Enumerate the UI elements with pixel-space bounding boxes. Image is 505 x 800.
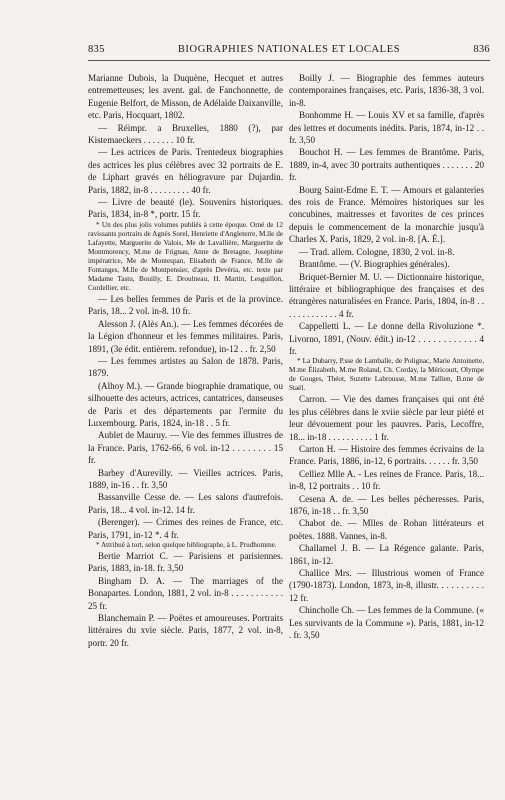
bibliography-entry: Chincholle Ch. — Les femmes de la Commune. (« Les survivants de la Commune »). Paris, 1881, in-12 . fr. 3,50 bbox=[289, 605, 484, 641]
bibliography-entry: — Livre de beauté (le). Souvenirs historiques. Paris, 1834, in-8 *, portr. 15 fr. bbox=[88, 197, 283, 220]
bibliography-entry: Bourg Saint-Edme E. T. — Amours et galanteries des rois de France. Mémoires historiques sur les concubines, maitresses et favorites de ces princes depuis le commencement de la monarchie jusqu'à Charles X. Paris, 1829, 2 vol. in-8. [A. É.]. bbox=[289, 184, 484, 245]
bibliography-entry: Blanchemain P. — Poëtes et amoureuses. Portraits littéraires du xvie siècle. Paris, 1877, 2 vol. in-8, portr. 20 fr. bbox=[88, 613, 283, 648]
header-rule bbox=[88, 60, 490, 61]
bibliography-entry: Alesson J. (Alès An.). — Les femmes décorées de la Légion d'honneur et les femmes militaires. Paris, 1891, (3e édit. entièrem. refondue), in-12 . . fr. 2,50 bbox=[88, 318, 283, 354]
right-column bbox=[289, 72, 484, 641]
footnote: * Un des plus jolis volumes publiés à cette époque. Orné de 12 ravissants portraits de Agnès Sorel, Henriette d'Angleterre, M.lle de Lafayette, Marguerite de Valois, Me de Lavallière, Marguerite de Montmorency, M.me de Frignau, Anne de Bretagne, Josephine impératrice, Me de Montespan, Elisabeth de France, M.lle de Fontanges, M.lle de Montpensier, d'après Devéria, etc. texte par Madame Tastu, Bouilly, E. Droulneau, H. Martin, Lesguillon, Cordellier, etc. bbox=[88, 220, 283, 292]
bibliography-entry: Bertie Marriot C. — Parisiens et parisiennes. Paris, 1883, in-18. fr. 3,50 bbox=[88, 551, 283, 574]
bibliography-entry: Carron. — Vie des dames françaises qui ont été les plus célèbres dans le xviie siècle par leur piété et leur dévouement pour les pauvres. Paris, Lecoffre, 18... in-18 . . . . . . . . . . 1 fr. bbox=[289, 394, 484, 442]
bibliography-entry: Briquet-Bernier M. U. — Dictionnaire historique, littéraire et bibliographique des françaises et des étrangères naturalisées en France. Paris, 1804, in-8 . . . . . . . . . . . . . 4 fr. bbox=[289, 271, 484, 319]
bibliography-entry: Bouchot H. — Les femmes de Brantôme. Paris, 1889, in-4, avec 30 portraits authentiques . . . . . . . 20 fr. bbox=[289, 147, 484, 183]
bibliography-entry: Bassanville Cesse de. — Les salons d'autrefois. Paris, 18... 4 vol. in-12. 14 fr. bbox=[88, 492, 283, 515]
bibliography-entry: Barbey d'Aurevilly. — Vieilles actrices. Paris, 1889, in-16 . . fr. 3,50 bbox=[88, 467, 283, 490]
bibliography-entry: Cappelletti L. — Le donne della Rivoluzione *. Livorno, 1891, (Nouv. édit.) in-12 . . . . . . . . . . . . 4 fr. bbox=[289, 321, 484, 356]
bibliography-entry: Boilly J. — Biographie des femmes auteurs contemporaines françaises, etc. Paris, 1836-38, 3 vol. in-8. bbox=[289, 73, 484, 108]
bibliography-entry: — Les actrices de Paris. Trentedeux biographies des actrices les plus célèbres avec 32 portraits de E. de Liphart gravés en héliogravure par Dujardin. Paris, 1882, in-8 . . . . . . . . . 40 fr. bbox=[88, 147, 283, 195]
bibliography-entry: Chabot de. — Mlles de Rohan littérateurs et poëtes. 1888. Vannes, in-8. bbox=[289, 518, 484, 541]
bibliography-entry: Brantôme. — (V. Biographies générales). bbox=[299, 259, 450, 270]
bibliography-entry: Aublet de Mauruy. — Vie des femmes illustres de la France. Paris, 1762-66, 6 vol. in-12 . . . . . . . . 15 fr. bbox=[88, 430, 283, 466]
bibliography-entry: — Réimpr. a Bruxelles, 1880 (?), par Kistemaeckers . . . . . . . 10 fr. bbox=[88, 122, 283, 146]
bibliography-entry: Carton H. — Histoire des femmes écrivains de la France. Paris, 1886, in-12, 6 portraits. . . . . . fr. 3,50 bbox=[289, 443, 484, 467]
bibliography-entry: (Berenger). — Crimes des reines de France, etc. Paris, 1791, in-12 *. 4 fr. bbox=[88, 517, 283, 540]
bibliography-entry: — Les belles femmes de Paris et de la province. Paris, 18... 2 vol. in-8. 10 fr. bbox=[88, 293, 283, 317]
bibliography-entry: Bonhomme H. — Louis XV et sa famille, d'après des lettres et documents inédits. Paris, 1874, in-12 . . fr. 3,50 bbox=[289, 110, 484, 146]
bibliography-entry: — Les femmes artistes au Salon de 1878. Paris, 1879. bbox=[88, 355, 283, 379]
footnote: * Attribué à tort, selon quelque bibliographe, à L. Prudhomme. bbox=[96, 541, 277, 549]
bibliography-entry: Bingham D. A. — The marriages of the Bonapartes. London, 1881, 2 vol. in-8 . . . . . . . . . . . 25 fr. bbox=[88, 575, 283, 611]
page-number-right: 836 bbox=[473, 44, 490, 55]
bibliography-entry: Challamel J. B. — La Régence galante. Paris, 1861, in-12. bbox=[289, 543, 484, 566]
bibliography-entry: Marianne Dubois, la Duquène, Hecquet et autres entremetteuses; les avent. gal. de Fanchonnette, de Eugenie Belfort, de Misson, de Adélaïde Daixanville, etc. Paris, Hocquart, 1802. bbox=[88, 73, 283, 121]
page-header bbox=[88, 44, 490, 55]
bibliography-entry: Cesena A. de. — Les belles pécheresses. Paris, 1876, in-18 . . fr. 3,50 bbox=[289, 493, 484, 516]
left-column bbox=[88, 72, 283, 649]
bibliography-entry: — Trad. allem. Cologne, 1830, 2 vol. in-8. bbox=[299, 246, 455, 257]
page-number-left: 835 bbox=[88, 44, 105, 55]
bibliography-entry: Celliez Mlle A. - Les reines de France. Paris, 18... in-8, 12 portraits . . 10 fr. bbox=[289, 468, 484, 492]
bibliography-entry: Challice Mrs. — Illustrious women of France (1790-1873). London, 1873, in-8, illustr. . . . . . . . . . 12 fr. bbox=[289, 568, 484, 603]
footnote: * La Dubarry, P.sse de Lamballe, de Polignac, Marie Antoinette, M.me Élizabeth, M.me Roland, Ch. Corday, la Méricourt, Olympe de Gouges, Théot, Suzette Labrousse, M.me Tallien, B.nne de Staël. bbox=[289, 357, 484, 393]
bibliography-entry: (Alhoy M.). — Grande biographie dramatique, ou silhouette des acteurs, actrices, cantatrices, danseuses de Paris et des départements par l'ermite du Luxembourg. Paris, 1824, in-18 . . 5 fr. bbox=[88, 380, 283, 428]
running-title: BIOGRAPHIES NATIONALES ET LOCALES bbox=[177, 44, 401, 55]
